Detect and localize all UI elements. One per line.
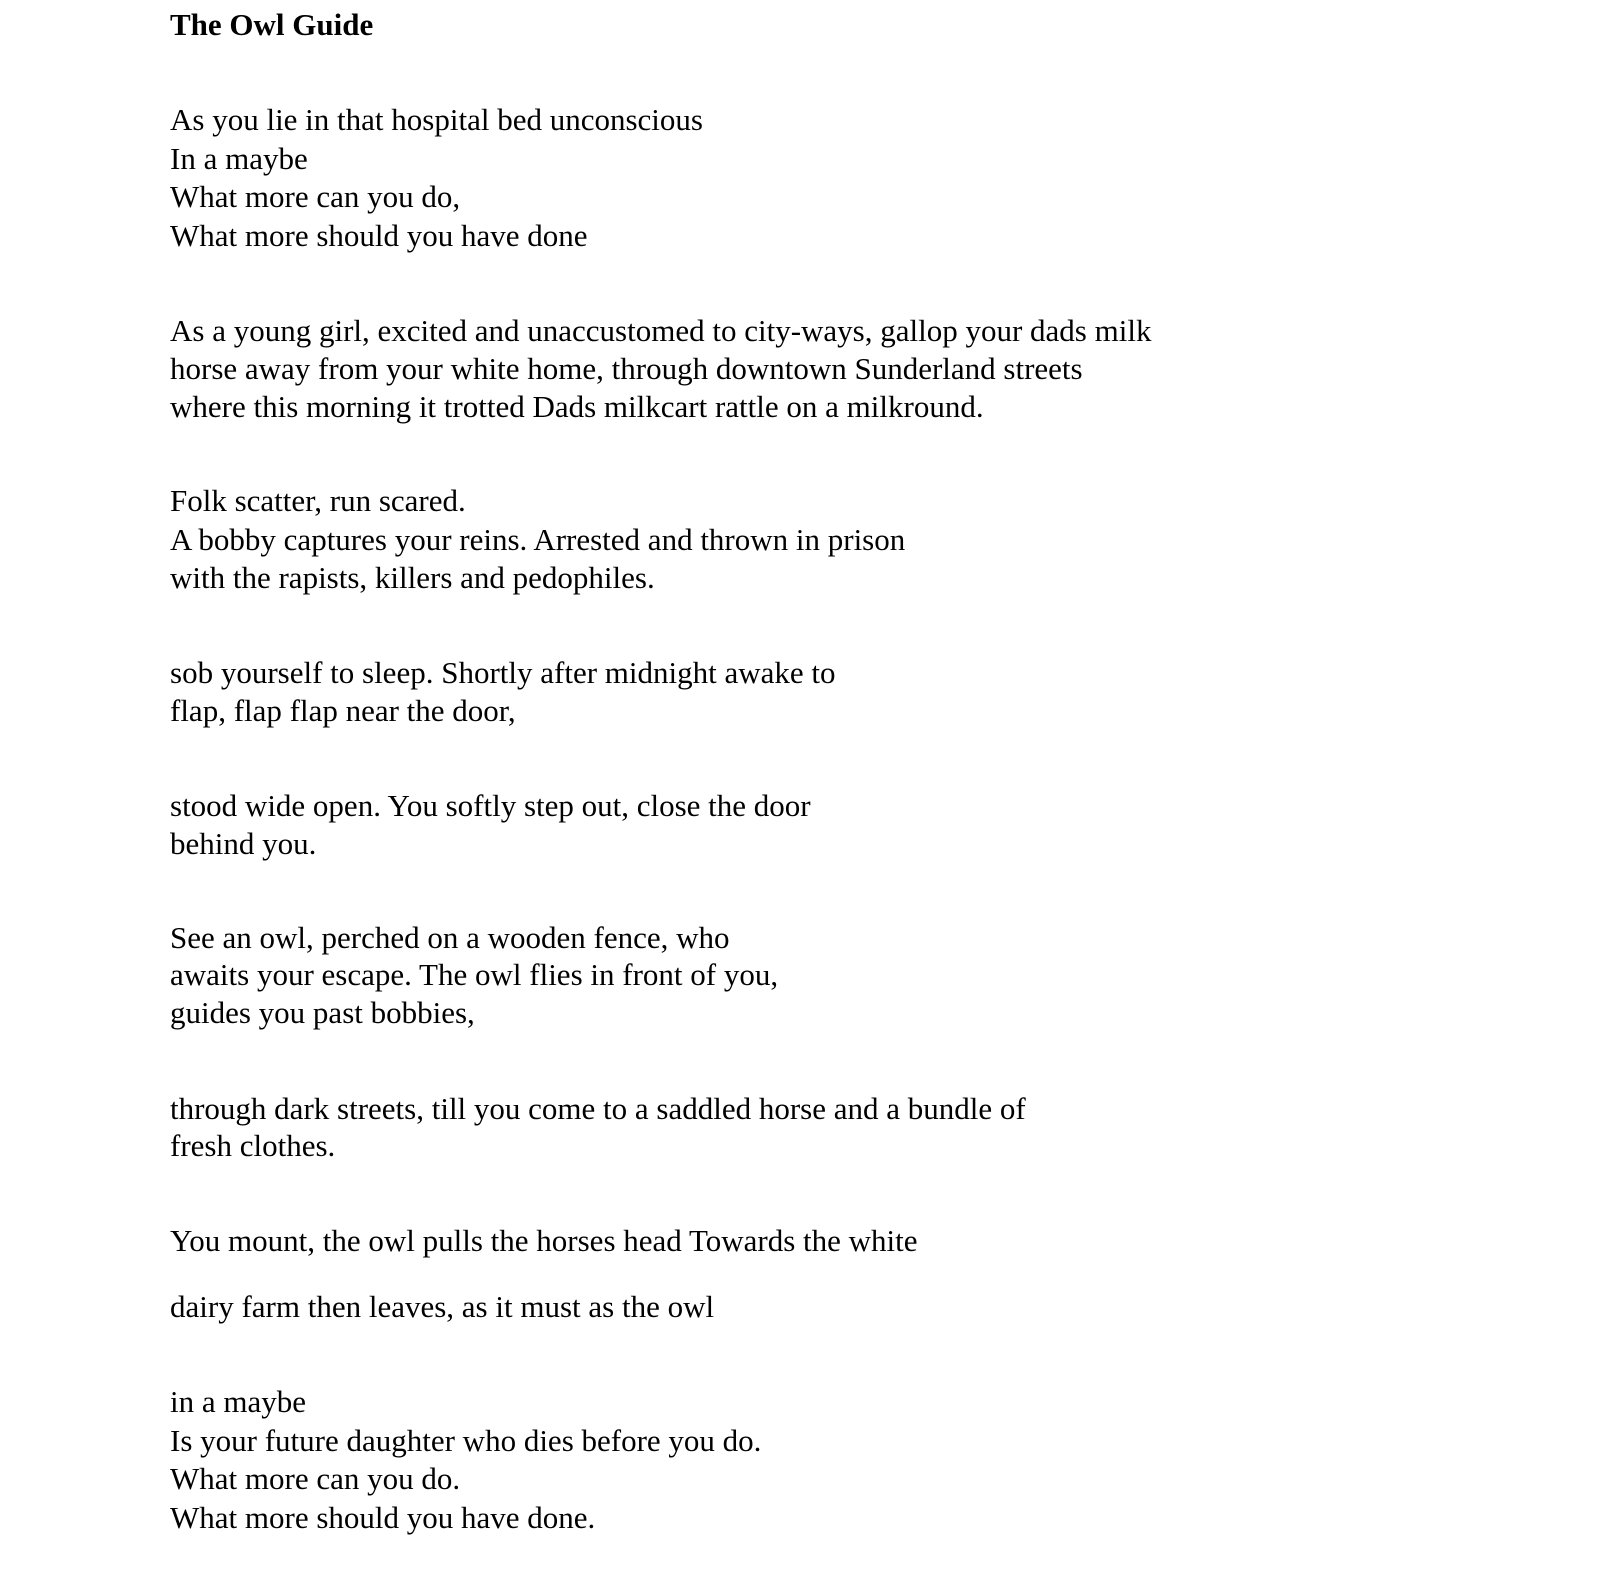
poem-line: As a young girl, excited and unaccustomed to city-ways, gallop your dads milk [170,313,1152,348]
poem-line: In a maybe [170,141,308,176]
poem-line: As you lie in that hospital bed unconscious [170,102,703,137]
poem-line: fresh clothes. [170,1128,336,1163]
poem-line: What more can you do, [170,179,461,214]
poem-line: through dark streets, till you come to a saddled horse and a bundle of [170,1091,1026,1126]
poem-line: flap, flap flap near the door, [170,693,516,728]
poem-line: guides you past bobbies, [170,995,475,1030]
poem-title: The Owl Guide [170,7,374,42]
poem-line: where this morning it trotted Dads milkcart rattle on a milkround. [170,389,984,424]
poem-line: dairy farm then leaves, as it must as the owl [170,1289,715,1324]
poem-line: horse away from your white home, through downtown Sunderland streets [170,351,1083,386]
poem-line: with the rapists, killers and pedophiles. [170,560,655,595]
poem-line: What more can you do. [170,1461,461,1496]
poem-line: in a maybe [170,1384,307,1419]
poem-line: Folk scatter, run scared. [170,483,466,518]
poem-line: behind you. [170,826,317,861]
poem-line: stood wide open. You softly step out, close the door [170,788,811,823]
poem-line: What more should you have done. [170,1500,596,1535]
poem-line: You mount, the owl pulls the horses head Towards the white [170,1223,918,1258]
poem-line: What more should you have done [170,218,588,253]
poem-line: See an owl, perched on a wooden fence, who [170,920,730,955]
poem-line: awaits your escape. The owl flies in front of you, [170,957,779,992]
poem-line: sob yourself to sleep. Shortly after midnight awake to [170,655,836,690]
poem-line: Is your future daughter who dies before you do. [170,1423,762,1458]
poem-line: A bobby captures your reins. Arrested and thrown in prison [170,522,906,557]
